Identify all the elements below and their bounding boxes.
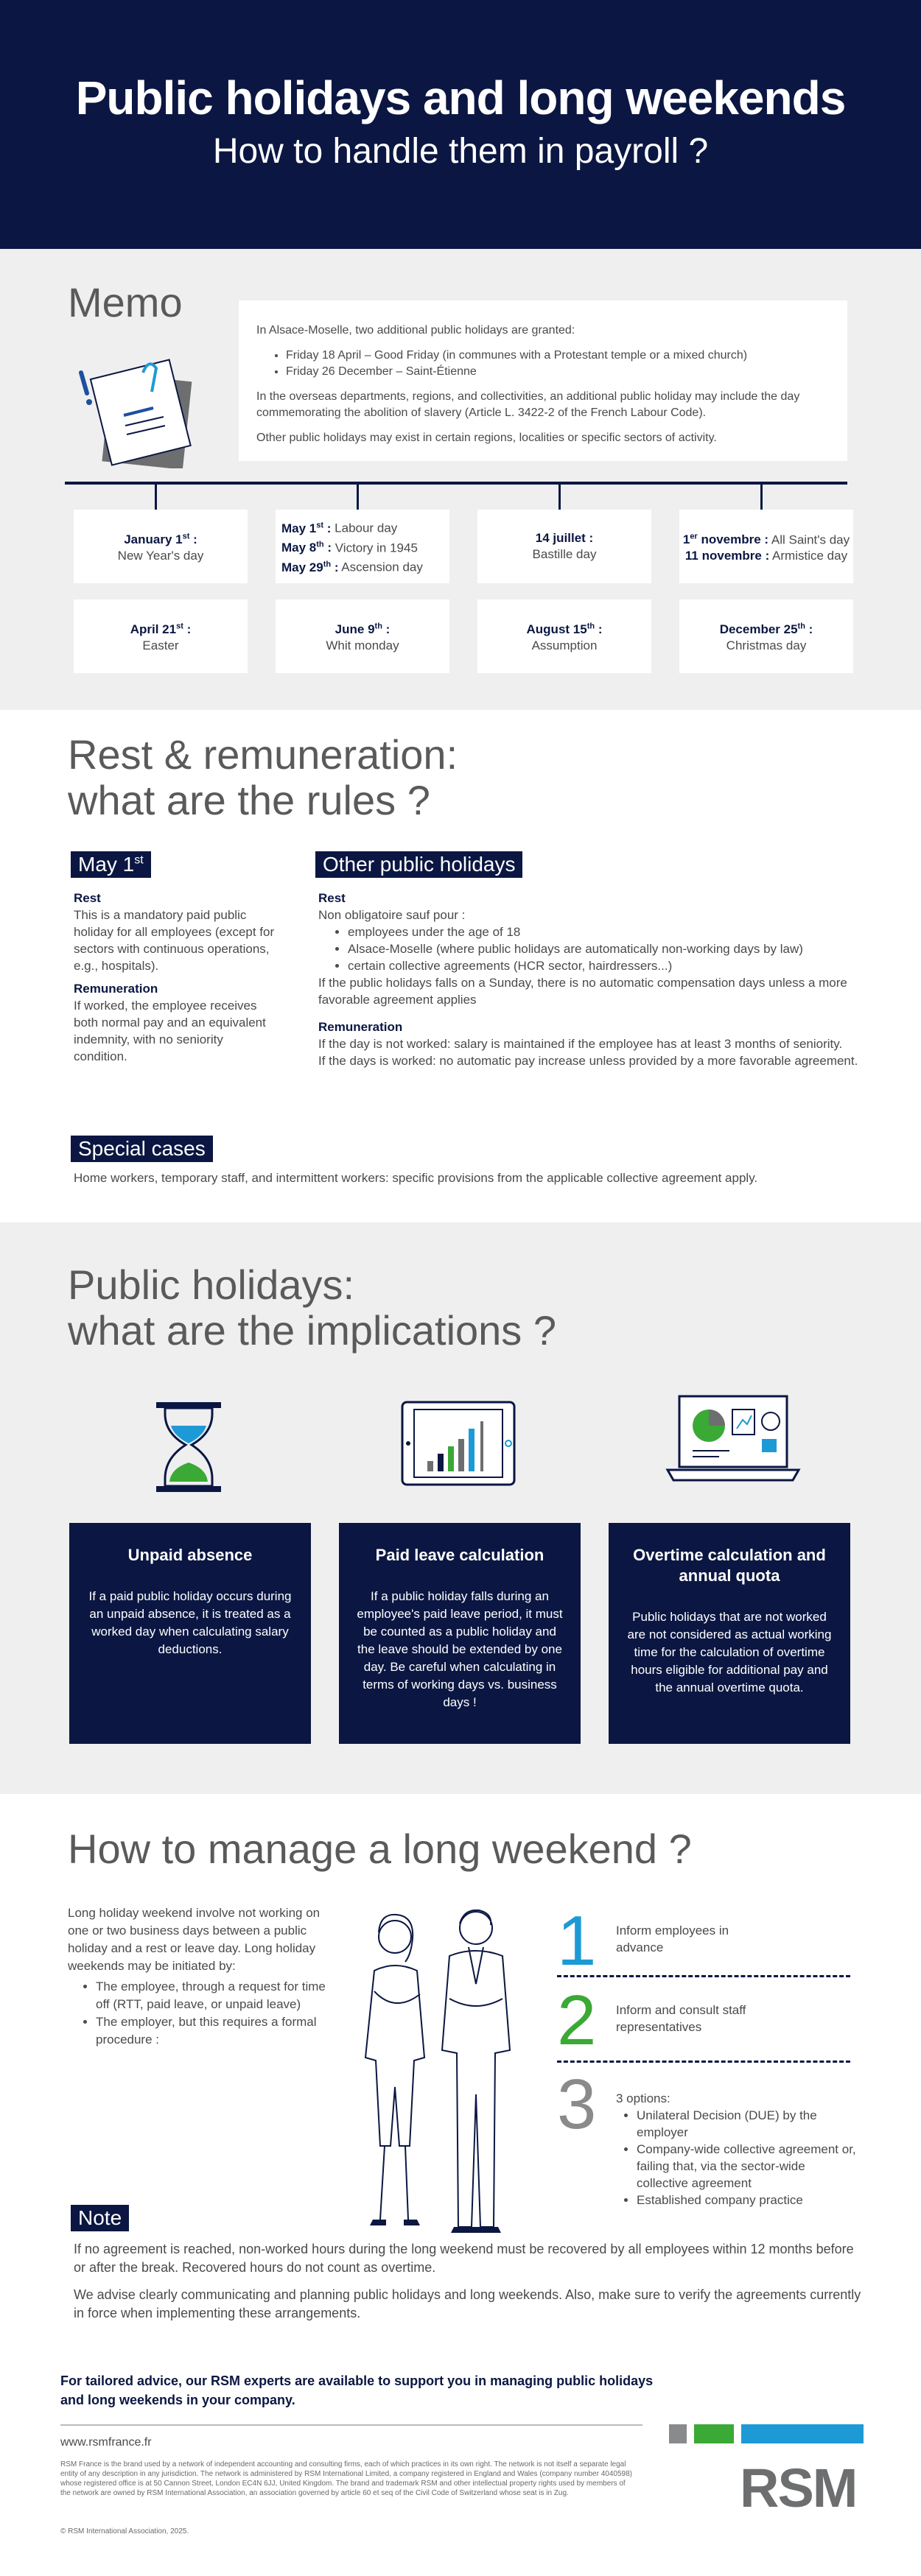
holiday-name: Whit monday — [326, 638, 399, 653]
page-title: Public holidays and long weekends — [75, 71, 846, 124]
timeline-tick — [357, 485, 359, 511]
long-weekend-section — [0, 1794, 921, 2354]
holiday-card — [477, 599, 651, 673]
step-text: Inform and consult staff representatives — [616, 2003, 746, 2034]
holiday-name: Christmas day — [726, 638, 807, 653]
option-item: • Unilateral Decision (DUE) by the employer — [637, 2107, 859, 2141]
memo-section — [0, 249, 921, 710]
initiator-item: • The employer, but this requires a formal procedure : — [96, 2013, 329, 2049]
step-number: 1 — [557, 1901, 597, 1980]
may-rest-heading: Rest — [74, 891, 101, 905]
step-number: 2 — [557, 1981, 597, 2060]
long-weekend-intro: Long holiday weekend involve not working on one or two business days between a public holiday and a rest or leave day. Long holiday weekends may be initiated by: • The employee, through a request for time off (RTT, paid leave, or unpaid leave) • The employer, but this requires a formal procedure : — [68, 1904, 329, 2049]
holiday-name: Assumption — [531, 638, 598, 653]
long-weekend-title: How to manage a long weekend ? — [68, 1826, 692, 1872]
card-text: If a public holiday falls during an employee's paid leave period, it must be counted as a public holiday and the leave should be extended by one day. Be careful when calculating in terms of working days vs. business days ! — [357, 1589, 563, 1709]
card-text: Public holidays that are not worked are not considered as actual working time for the calculation of overtime hours eligible for additional pay and the annual overtime quota. — [627, 1610, 832, 1695]
other-rest-bullet: • employees under the age of 18 — [348, 923, 880, 940]
memo-overseas: In the overseas departments, regions, and collectivities, an additional public holiday may include the day commemorating the abolition of slavery (Article L. 3422-2 of the French Labour Code). — [256, 390, 800, 419]
holiday-line: 1er novembre : All Saint's day — [682, 532, 850, 547]
step-text: 3 options: • Unilateral Decision (DUE) by the employer • Company-wide collective agreement or, failing that, via the sector-wide collective agreement • Established company practice — [616, 2090, 859, 2209]
other-rem-text: If the day is not worked: salary is maintained if the employee has at least 3 months of seniority. — [318, 1037, 843, 1051]
brand-bar-grey — [669, 2424, 687, 2443]
other-rest-bullets — [335, 923, 880, 974]
holiday-card — [74, 599, 248, 673]
holiday-card — [679, 599, 853, 673]
holiday-date: April 21st : — [130, 622, 192, 637]
other-sunday-text: If the public holidays falls on a Sunday, there is no automatic compensation days unless a more favorable agreement applies — [318, 976, 847, 1007]
memo-bullet: • Friday 26 December – Saint-Étienne — [286, 364, 830, 380]
business-people-illustration — [343, 1903, 535, 2249]
may-rem-heading: Remuneration — [74, 982, 158, 996]
note-text: If no agreement is reached, non-worked hours during the long weekend must be recovered by all employees within 12 months before or after the break. Recovered hours do not count as overtime. We advise clearly communicating and planning public holidays and long weekends. Also, make sure to verify the agreements currently in force when implementing these arrangements. — [74, 2242, 861, 2320]
may-rest-text: This is a mandatory paid public holiday for all employees (except for sectors with continuous operations, e.g., hospitals). — [74, 908, 275, 973]
step-text: Inform employees in advance — [616, 1924, 729, 1954]
step-2 — [557, 1981, 850, 2060]
step-3 — [557, 2065, 856, 2231]
option-item: • Company-wide collective agreement or, failing that, via the sector-wide collective agreement — [637, 2141, 859, 2192]
brand-bar-blue — [741, 2424, 864, 2443]
card-title: Paid leave calculation — [375, 1546, 544, 1564]
holiday-line: May 8th : Victory in 1945 — [281, 540, 418, 555]
holiday-line: May 29th : Ascension day — [281, 560, 423, 574]
holiday-date: June 9th : — [335, 622, 391, 637]
memo-other: Other public holidays may exist in certain regions, localities or specific sectors of activity. — [256, 432, 717, 444]
card-title: Overtime calculation and annual quota — [633, 1546, 826, 1585]
holiday-name: Easter — [142, 638, 179, 653]
other-rest-heading: Rest — [318, 891, 346, 905]
implications-title: Public holidays: what are the implications ? — [68, 1261, 557, 1354]
legal-text: RSM France is the brand used by a network of independent accounting and consulting firms, each of which practices in its own right. The network is not itself a separate legal entity of any description in any jurisdiction. The network is administered by RSM International Limited, a company registered in England and Wales (company number 4040598) whose registered office is at 50 Cannon Street, London EC4N 6JJ, United Kingdom. The brand and trademark RSM and other intellectual property rights used by members of the network are owned by RSM International Association, an association governed by article 60 et seq of the Civil Code of Switzerland whose seat is in Zug. — [60, 2460, 632, 2497]
footer — [0, 2354, 921, 2576]
may-first-column — [74, 884, 280, 1065]
step-1 — [557, 1901, 850, 1980]
other-holidays-tag: Other public holidays — [315, 851, 522, 878]
holiday-card — [276, 599, 449, 673]
memo-title: Memo — [68, 279, 183, 325]
option-item: • Established company practice — [637, 2192, 859, 2209]
other-rem-text: If the days is worked: no automatic pay increase unless provided by a more favorable agreement. — [318, 1054, 858, 1068]
initiator-list — [68, 1978, 329, 2049]
card-title: Unpaid absence — [127, 1546, 253, 1564]
memo-box — [239, 300, 847, 461]
special-cases-text: Home workers, temporary staff, and intermittent workers: specific provisions from the applicable collective agreement apply. — [74, 1171, 758, 1185]
holiday-date: January 1st : — [124, 532, 197, 547]
step-divider — [557, 2061, 850, 2063]
holiday-name: New Year's day — [117, 549, 204, 563]
implication-card-unpaid-absence — [69, 1523, 311, 1744]
other-rest-bullet: • Alsace-Moselle (where public holidays are automatically non-working days by law) — [348, 940, 880, 957]
initiator-item: • The employee, through a request for time off (RTT, paid leave, or unpaid leave) — [96, 1978, 329, 2013]
other-rest-intro: Non obligatoire sauf pour : — [318, 908, 466, 922]
other-rem-heading: Remuneration — [318, 1020, 403, 1034]
option-list — [623, 2107, 859, 2209]
memo-note-icon — [71, 343, 218, 468]
holiday-date: August 15th : — [526, 622, 603, 637]
footer-divider — [60, 2424, 642, 2426]
laptop-dashboard-icon — [663, 1393, 803, 1489]
implications-section — [0, 1222, 921, 1794]
hourglass-icon — [152, 1399, 225, 1495]
rest-remuneration-section — [0, 710, 921, 1222]
memo-intro: In Alsace-Moselle, two additional public holidays are granted: — [256, 324, 575, 337]
rest-title: Rest & remuneration: what are the rules ? — [68, 731, 458, 823]
holiday-card — [477, 510, 651, 583]
holiday-name: Bastille day — [532, 547, 597, 561]
step-number: 3 — [557, 2065, 597, 2144]
timeline-tick — [155, 485, 157, 511]
step-divider — [557, 1975, 850, 1977]
website-link[interactable]: www.rsmfrance.fr — [60, 2436, 152, 2449]
holiday-card — [679, 510, 853, 583]
other-holidays-column — [318, 884, 880, 1069]
other-rest-bullet: • certain collective agreements (HCR sector, hairdressers...) — [348, 957, 880, 974]
timeline-tick — [558, 485, 561, 511]
brand-bar-green — [694, 2424, 734, 2443]
note-tag: Note — [71, 2205, 129, 2231]
tablet-chart-icon — [399, 1399, 517, 1488]
holiday-line: May 1st : Labour day — [281, 521, 398, 535]
may-rem-text: If worked, the employee receives both normal pay and an equivalent indemnity, with no seniority condition. — [74, 999, 266, 1063]
holiday-card — [74, 510, 248, 583]
implication-card-paid-leave — [339, 1523, 581, 1744]
holiday-date: December 25th : — [719, 622, 813, 637]
holiday-line: 11 novembre : Armistice day — [684, 549, 848, 563]
page-subtitle: How to handle them in payroll ? — [212, 132, 709, 171]
holiday-date: 14 juillet : — [535, 531, 594, 545]
copyright: © RSM International Association, 2025. — [60, 2527, 189, 2535]
hero-banner — [0, 0, 921, 249]
implication-card-overtime — [609, 1523, 850, 1744]
holiday-timeline — [65, 482, 847, 485]
holiday-card — [276, 510, 449, 583]
memo-bullet: • Friday 18 April – Good Friday (in communes with a Protestant temple or a mixed church) — [286, 348, 830, 364]
rsm-logo: RSM — [740, 2457, 857, 2519]
may-first-tag: May 1st — [71, 851, 151, 878]
footer-advice: For tailored advice, our RSM experts are available to support you in managing public holidays and long weekends in your company. — [60, 2373, 654, 2407]
card-text: If a paid public holiday occurs during an unpaid absence, it is treated as a worked day when calculating salary deductions. — [88, 1589, 292, 1656]
memo-bullets — [271, 348, 830, 380]
special-cases-tag: Special cases — [71, 1136, 213, 1162]
timeline-tick — [760, 485, 763, 511]
